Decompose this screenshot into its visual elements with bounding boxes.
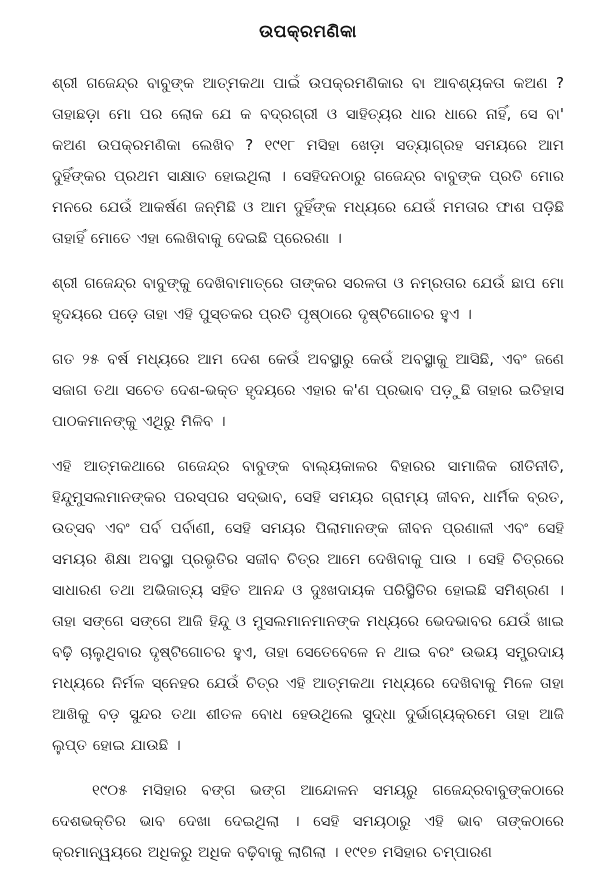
page-title: ଉପକ୍ରମଣିକା — [259, 22, 357, 42]
paragraph-3: ଗତ ୨୫ ବର୍ଷ ମଧ୍ୟରେ ଆମ ଦେଶ କେଉଁ ଅବସ୍ଥାରୁ କେଉଁ ଅବସ୍ଥାକୁ ଆସିଛି, ଏବଂ ଜଣେ ସଜାଗ ତଥା ସଚେତ ଦେଶ-ଭକ୍ତ ହୃଦୟରେ ଏହାର କ'ଣ ପ୍ରଭାବ ପଡ଼ୁଛି ତାହାର ଇତିହାସ ପାଠକମାନଙ୍କୁ ଏଥିରୁ ମିଳିବ । — [52, 350, 564, 430]
paragraph-2: ଶ୍ରୀ ଗଜେନ୍ଦ୍ର ବାବୁଙ୍କୁ ଦେଖିବାମାତ୍ରେ ତାଙ୍କର ସରଳତା ଓ ନମ୍ରତାର ଯେଉଁ ଛାପ ମୋ ହୃଦୟରେ ପଡ଼େ ତାହା ଏହି ପୁସ୍ତକର ପ୍ରତି ପୃଷ୍ଠାରେ ଦୃଷ୍ଟିଗୋଚର ହୁଏ । — [52, 274, 564, 323]
paragraph-5: ୧୯୦୫ ମସିହାର ବଙ୍ଗ ଭଙ୍ଗ ଆନ୍ଦୋଳନ ସମୟରୁ ଗଜେନ୍ଦ୍ରବାବୁଙ୍କଠାରେ ଦେଶଭକ୍ତିର ଭାବ ଦେଖା ଦେଇଥିଲା । ସେହି ସମୟଠାରୁ ଏହି ଭାବ ତାଙ୍କଠାରେ କ୍ରମାନ୍ୱୟରେ ଅଧିକରୁ ଅଧିକ ବଢ଼ିବାକୁ ଲାଗିଲା । ୧୯୧୭ ମସିହାର ଚମ୍ପାରଣ — [52, 781, 564, 861]
paragraph-1: ଶ୍ରୀ ଗଜେନ୍ଦ୍ର ବାବୁଙ୍କ ଆତ୍ମକଥା ପାଇଁ ଉପକ୍ରମଣିକାର ବା ଆବଶ୍ୟକତା କଅଣ ? ତାହାଛଡ଼ା ମୋ ପର ଲୋକ ଯେ କ ବଦ୍ରଗ୍ରୀ ଓ ସାହିତ୍ୟର ଧାର ଧାରେ ନାହିଁ, ସେ ବା' କଅଣ ଉପକ୍ରମଣିକା ଲେଖିବ ? ୧୯୧୮ ମସିହା ଖେଡ଼ା ସତ୍ୟାଗ୍ରହ ସମୟରେ ଆମ ଦୁହିଁଙ୍କର ପ୍ରଥମ ସାକ୍ଷାତ ହୋଇଥିଲା । ସେହିଦନଠାରୁ ଗଜେନ୍ଦ୍ର ବାବୁଙ୍କ ପ୍ରତି ମୋର ମନରେ ଯେଉଁ ଆକର୍ଷଣ ଜନ୍ମିଛି ଓ ଆମ ଦୁହିଁଙ୍କ ମଧ୍ୟରେ ଯେଉଁ ମମତାର ଫାଶ ପଡ଼ିଛି ତାହାହିଁ ମୋତେ ଏହା ଲେଖିବାକୁ ଦେଇଛି ପ୍ରେରଣା । — [52, 74, 564, 247]
paragraph-4: ଏହି ଆତ୍ମକଥାରେ ଗଜେନ୍ଦ୍ର ବାବୁଙ୍କ ବାଲ୍ୟକାଳର ବିହାରର ସାମାଜିକ ରୀତିନୀତି, ହିନ୍ଦୁମୁସଲମାନଙ୍କର ପରସ୍ପର ସଦ୍ଭାବ, ସେହି ସମୟର ଗ୍ରାମ୍ୟ ଜୀବନ, ଧାର୍ମିକ ବ୍ରତ, ଉତ୍ସବ ଏବଂ ପର୍ବ ପର୍ବାଣୀ, ସେହି ସମୟର ପିଲାମାନଙ୍କ ଜୀବନ ପ୍ରଣାଳୀ ଏବଂ ସେହି ସମୟର ଶିକ୍ଷା ଅବସ୍ଥା ପ୍ରଭୃତିର ସଜୀବ ଚିତ୍ର ଆମେ ଦେଖିବାକୁ ପାଉ । ସେହି ଚିତ୍ରରେ ସାଧାରଣ ତଥା ଅଭିଜାତ୍ୟ ସହିତ ଆନନ୍ଦ ଓ ଦୁଃଖଦାୟକ ପରିସ୍ଥିତିର ହୋଇଛି ସମିଶ୍ରଣ । ତାହା ସଙ୍ଗେ ସଙ୍ଗେ ଆଜି ହିନ୍ଦୁ ଓ ମୁସଲମାନମାନଙ୍କ ମଧ୍ୟରେ ଭେଦଭାବର ଯେଉଁ ଖାଇ ବଢ଼ି ଚାଲୁଥିବାର ଦୃଷ୍ଟିଗୋଚର ହୁଏ, ତାହା ସେତେବେଳେ ନ ଥାଇ ବରଂ ଉଭୟ ସମ୍ପ୍ରଦାୟ ମଧ୍ୟରେ ନିର୍ମଳ ସ୍ନେହର ଯେଉଁ ଚିତ୍ର ଏହି ଆତ୍ମକଥା ମଧ୍ୟରେ ଦେଖିବାକୁ ମିଳେ ତାହା ଆଖିକୁ ବଡ଼ ସୁନ୍ଦର ତଥା ଶୀତଳ ବୋଧ ହେଉଥିଲେ ସୁଦ୍ଧା ଦୁର୍ଭାଗ୍ୟକ୍ରମେ ତାହା ଆଜି ଲୁପ୍ତ ହୋଇ ଯାଉଛି । — [52, 457, 564, 754]
